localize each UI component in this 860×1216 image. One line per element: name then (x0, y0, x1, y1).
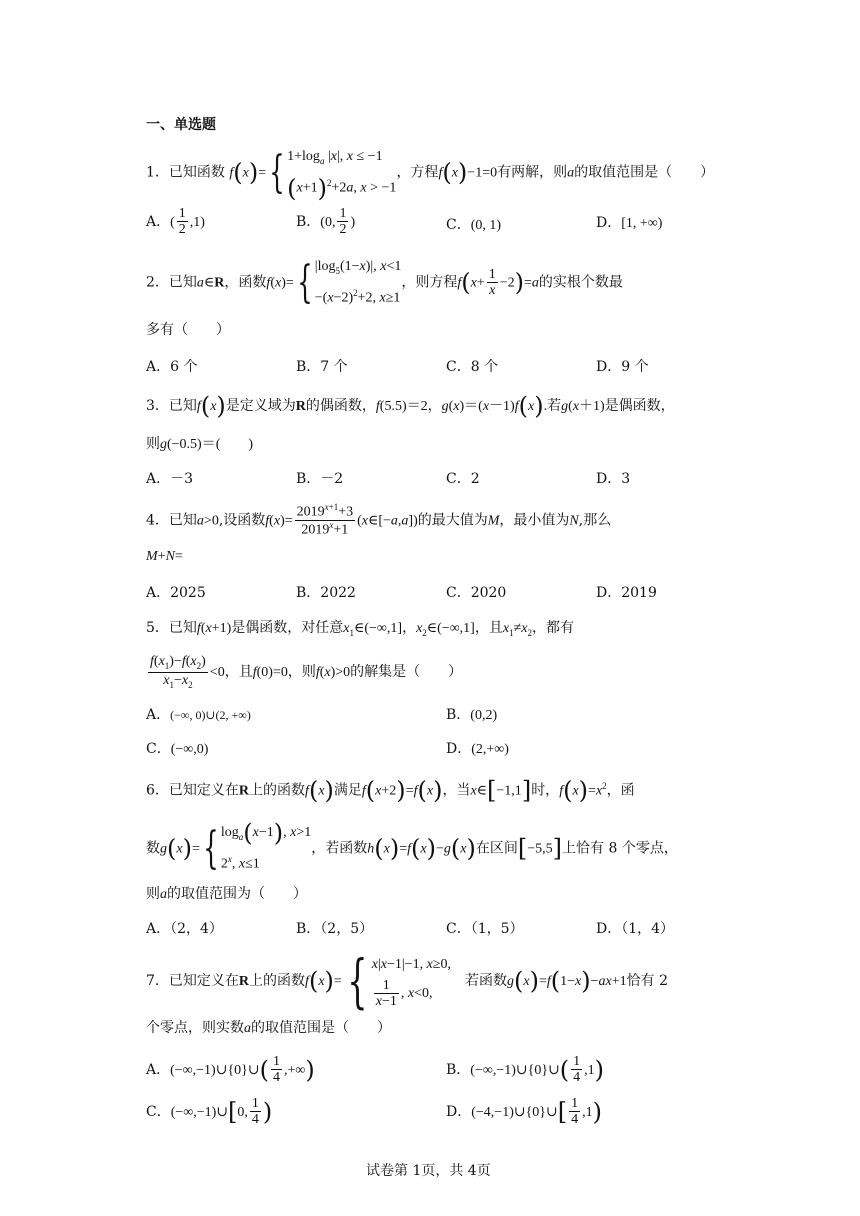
question-2: 2．已知a∈R，函数f(x)={ $|\log_5(1-x)|$, x<1 $-(x-2)^2+2$, x≥1 ，则方程f(x+ $\frac{1}{x}$ −2)=a的实根个数最 (146, 256, 623, 308)
option-c[interactable]: C．(−∞,0) (146, 741, 209, 757)
option-b[interactable]: B．2022 (296, 585, 356, 601)
question-text: 已知函数 (168, 164, 225, 181)
question-3-continued: 则g(−0.5)＝( ) (146, 436, 254, 452)
question-4-continued: M+N= (146, 549, 183, 564)
question-5-continued: $\frac{f(x_1)-f(x_2)}{x_1-x_2}$ <0，且f(0)=0，则f(x)>0的解集是（ ） (150, 654, 463, 690)
option-a[interactable]: A．（2，4） (146, 921, 223, 937)
option-d[interactable]: D．（1，4） (596, 921, 675, 937)
question-text: ，方程 (396, 164, 439, 181)
option-b[interactable]: B．(0, $\frac{1}{2}$ ) (296, 206, 356, 238)
question-1: 1．已知函数 f(x)={ $1+\log_a$ |x|, x ≤ −1 $(x+1)^2+2a$, x > −1 ，方程f(x)−1=0有两解，则a的取值范围是（ ） (146, 146, 715, 203)
option-d[interactable]: D．3 (596, 471, 631, 487)
option-b[interactable]: B．7 个 (296, 359, 348, 375)
option-d[interactable]: D．9 个 (596, 359, 649, 375)
option-a[interactable]: A．(−∞, 0)∪(2, +∞) (146, 707, 251, 723)
option-a[interactable]: A．(−∞,−1)∪{0}∪( $\frac{1}{4}$ ,+∞) (146, 1054, 315, 1086)
question-7-continued: 个零点，则实数a的取值范围是（ ） (146, 1020, 391, 1036)
option-d[interactable]: D．2019 (596, 585, 657, 601)
option-c[interactable]: C．2 (446, 471, 480, 487)
option-d[interactable]: D．(2,+∞) (446, 741, 509, 757)
section-title: 一、单选题 (146, 117, 216, 133)
question-4: 4．已知a>0,设函数f(x)= $\frac{2019^{x+1}+3}{2019^x+1}$ (x∈[−a,a])的最大值为M，最小值为N,那么 (146, 502, 612, 538)
option-c[interactable]: C．8 个 (446, 359, 499, 375)
question-2-continued: 多有（ ） (146, 322, 230, 338)
option-b[interactable]: B．（2，5） (296, 921, 374, 937)
question-7: 7．已知定义在R上的函数f(x)={ x|x−1|−1, x≥0, $\frac{1}{x-1}$ , x<0, 若函数g(x)=f(1−x)−ax+1恰有 2 (146, 946, 668, 1015)
option-a[interactable]: A．6 个 (146, 359, 198, 375)
option-d[interactable]: D．(−4,−1)∪{0}∪[ $\frac{1}{4}$ ,1) (446, 1096, 602, 1128)
option-a[interactable]: A．( $\frac{1}{2}$ ,1) (146, 206, 205, 238)
option-c[interactable]: C．2020 (446, 585, 507, 601)
option-b[interactable]: B．(0,2) (446, 707, 498, 723)
question-text: 的取值范围是（ ） (574, 164, 715, 181)
question-text: 有两解，则 (497, 164, 568, 181)
option-b[interactable]: B．(−∞,−1)∪{0}∪( $\frac{1}{4}$ ,1) (446, 1054, 605, 1086)
option-c[interactable]: C．(0, 1) (446, 217, 502, 233)
option-b[interactable]: B．－2 (296, 471, 344, 487)
option-c[interactable]: C．（1，5） (446, 921, 524, 937)
option-a[interactable]: A．－3 (146, 471, 194, 487)
option-c[interactable]: C．(−∞,−1)∪[0, $\frac{1}{4}$ ) (146, 1096, 273, 1128)
option-d[interactable]: D．[1, +∞) (596, 215, 663, 231)
question-3: 3．已知f(x)是定义域为R的偶函数，f(5.5)＝2，g(x)＝(x－1)f(x).若g(x＋1)是偶函数， (146, 392, 675, 420)
page-footer: 试卷第 1页，共 4页 (366, 1163, 491, 1179)
question-6-continued: 数g(x)={ $\log_a(x-1)$, x>1 2$^x$, x≤1 ，若函数h(x)=f(x)−g(x)在区间[−5,5]上恰有 8 个零点， (146, 818, 678, 874)
option-a[interactable]: A．2025 (146, 585, 206, 601)
question-6-tail: 则a的取值范围为（ ） (146, 886, 307, 902)
question-number: 1． (146, 164, 169, 181)
question-5: 5．已知f(x+1)是偶函数，对任意$x_1\in(-\infty,1]$，$x_2\in(-\infty,1]$，且$x_1\ne x_2$，都有 (146, 620, 574, 638)
question-6: 6．已知定义在R上的函数f(x)满足f(x+2)=f(x)，当x∈[−1,1]时，$f(x)=x^2$，函 (146, 776, 635, 805)
